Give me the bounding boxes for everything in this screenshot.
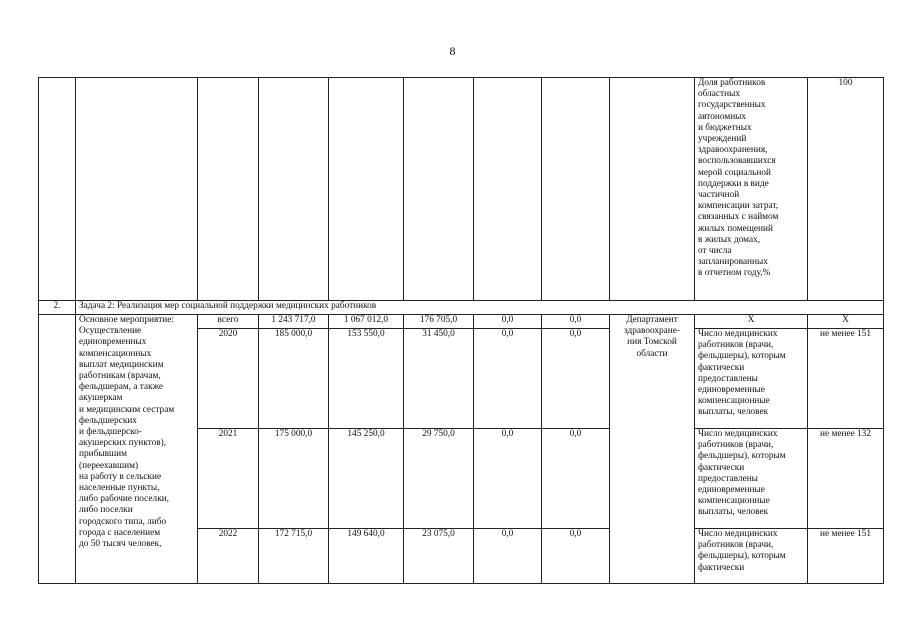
cell-empty	[39, 315, 76, 584]
amount-cell: 149 640,0	[329, 529, 404, 584]
total-cell: 185 000,0	[259, 329, 329, 429]
amount-cell: 0,0	[474, 329, 542, 429]
page-number: 8	[449, 44, 456, 58]
indicator-value-cell: не менее 132	[808, 429, 884, 529]
year-cell: 2021	[198, 429, 259, 529]
table-row	[39, 315, 884, 329]
cell-empty	[474, 78, 542, 301]
amount-cell: 0,0	[474, 429, 542, 529]
task-number: 2.	[39, 301, 76, 315]
amount-cell: 153 550,0	[329, 329, 404, 429]
task-row	[39, 301, 884, 315]
total-cell: 175 000,0	[259, 429, 329, 529]
amount-cell: 0,0	[474, 315, 542, 329]
indicator-cell: Число медицинских работников (врачи, фельдшеры), которым фактически предоставлены единовременные компенсационные выплаты, человек	[695, 429, 808, 529]
amount-cell: 1 067 012,0	[329, 315, 404, 329]
amount-cell: 176 705,0	[404, 315, 474, 329]
program-table	[38, 77, 884, 584]
executor-cell: Департамент здравоохране- ния Томской области	[610, 315, 695, 584]
cell-empty	[404, 78, 474, 301]
amount-cell: 23 075,0	[404, 529, 474, 584]
cell-empty	[39, 78, 76, 301]
indicator-value-cell: 100	[808, 78, 884, 301]
activity-description: Основное мероприятие: Осуществление единовременных компенсационных выплат медицинским работникам (врачам, фельдшерам, а также акушеркам и медицинским сестрам фельдшерских и фельдшерско- акушерских пунктов), прибывшим (переехавшим) на работу в сельские населенные пункты, либо рабочие поселки, либо поселки городского типа, либо города с населением до 50 тысяч человек,	[76, 315, 198, 584]
cell-empty	[542, 78, 610, 301]
cell-empty	[610, 78, 695, 301]
task-title: Задача 2: Реализация мер социальной поддержки медицинских работников	[76, 301, 884, 315]
amount-cell: 0,0	[542, 529, 610, 584]
table-row	[39, 78, 884, 301]
total-cell: 172 715,0	[259, 529, 329, 584]
cell-empty	[259, 78, 329, 301]
indicator-cell: Доля работников областных государственных автономных и бюджетных учреждений здравоохранения, воспользовавшихся мерой социальной поддержки в виде частичной компенсации затрат, связанных с наймом жилых помещений в жилых домах, от числа запланированных в отчетном году,%	[695, 78, 808, 301]
year-cell: 2020	[198, 329, 259, 429]
cell-empty	[329, 78, 404, 301]
year-cell: 2022	[198, 529, 259, 584]
indicator-cell: Число медицинских работников (врачи, фельдшеры), которым фактически предоставлены единовременные компенсационные выплаты, человек	[695, 329, 808, 429]
amount-cell: 31 450,0	[404, 329, 474, 429]
indicator-value-cell: не менее 151	[808, 329, 884, 429]
year-cell: всего	[198, 315, 259, 329]
amount-cell: 0,0	[474, 529, 542, 584]
amount-cell: 29 750,0	[404, 429, 474, 529]
cell-empty	[198, 78, 259, 301]
indicator-cell: Х	[695, 315, 808, 329]
total-cell: 1 243 717,0	[259, 315, 329, 329]
indicator-cell: Число медицинских работников (врачи, фельдшеры), которым фактически	[695, 529, 808, 584]
indicator-value-cell: Х	[808, 315, 884, 329]
amount-cell: 0,0	[542, 315, 610, 329]
amount-cell: 145 250,0	[329, 429, 404, 529]
indicator-value-cell: не менее 151	[808, 529, 884, 584]
amount-cell: 0,0	[542, 429, 610, 529]
cell-empty	[76, 78, 198, 301]
amount-cell: 0,0	[542, 329, 610, 429]
